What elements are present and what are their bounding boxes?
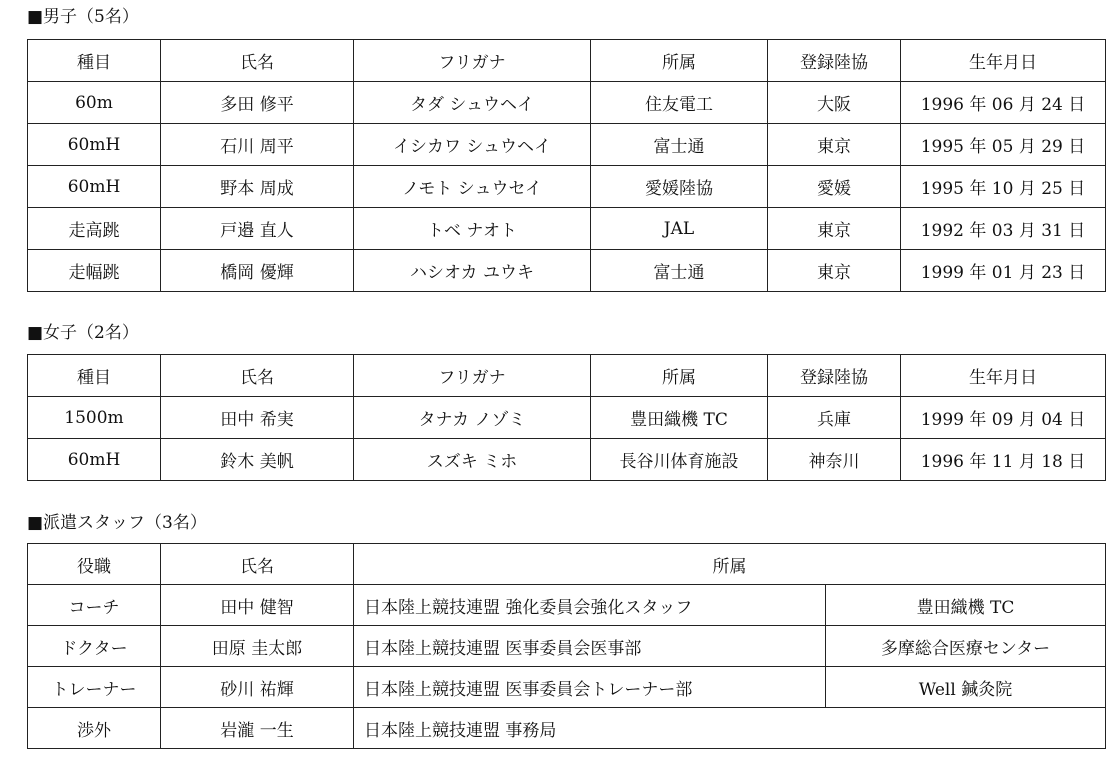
birthdate-cell: 1999 年 09 月 04 日: [901, 397, 1106, 439]
affiliation-cell: 日本陸上競技連盟 事務局: [354, 708, 1106, 749]
furigana-cell: スズキ ミホ: [354, 439, 591, 481]
column-header: 登録陸協: [768, 40, 901, 82]
name-cell: 野本 周成: [161, 166, 354, 208]
name-cell: 鈴木 美帆: [161, 439, 354, 481]
column-header: フリガナ: [354, 355, 591, 397]
affiliation-cell: 富士通: [591, 124, 768, 166]
name-cell: 多田 修平: [161, 82, 354, 124]
column-header: 氏名: [161, 40, 354, 82]
column-header: 所属: [354, 544, 1106, 585]
furigana-cell: タナカ ノゾミ: [354, 397, 591, 439]
event-cell: 60mH: [28, 439, 161, 481]
association-cell: 愛媛: [768, 166, 901, 208]
furigana-cell: タダ シュウヘイ: [354, 82, 591, 124]
furigana-cell: ノモト シュウセイ: [354, 166, 591, 208]
table-row: [28, 439, 1106, 481]
association-cell: 東京: [768, 208, 901, 250]
table-row: [28, 708, 1106, 749]
association-cell: 兵庫: [768, 397, 901, 439]
column-header: 所属: [591, 355, 768, 397]
furigana-cell: イシカワ シュウヘイ: [354, 124, 591, 166]
name-cell: 田中 希実: [161, 397, 354, 439]
table-row: [28, 166, 1106, 208]
birthdate-cell: 1996 年 11 月 18 日: [901, 439, 1106, 481]
role-cell: コーチ: [28, 585, 161, 626]
furigana-cell: ハシオカ ユウキ: [354, 250, 591, 292]
birthdate-cell: 1995 年 10 月 25 日: [901, 166, 1106, 208]
column-header: 生年月日: [901, 355, 1106, 397]
column-header: 生年月日: [901, 40, 1106, 82]
affiliation-cell: 長谷川体育施設: [591, 439, 768, 481]
affiliation-cell: 愛媛陸協: [591, 166, 768, 208]
affiliation-cell: 日本陸上競技連盟 強化委員会強化スタッフ: [354, 585, 826, 626]
role-cell: トレーナー: [28, 667, 161, 708]
name-cell: 砂川 祐輝: [161, 667, 354, 708]
birthdate-cell: 1992 年 03 月 31 日: [901, 208, 1106, 250]
column-header: 所属: [591, 40, 768, 82]
column-header: 氏名: [161, 355, 354, 397]
birthdate-cell: 1995 年 05 月 29 日: [901, 124, 1106, 166]
affiliation-cell: 住友電工: [591, 82, 768, 124]
table-row: [28, 208, 1106, 250]
name-cell: 田原 圭太郎: [161, 626, 354, 667]
event-cell: 60mH: [28, 124, 161, 166]
organization-cell: 豊田織機 TC: [826, 585, 1106, 626]
association-cell: 神奈川: [768, 439, 901, 481]
header-row: [28, 544, 1106, 585]
event-cell: 走幅跳: [28, 250, 161, 292]
affiliation-cell: 富士通: [591, 250, 768, 292]
name-cell: 戸邉 直人: [161, 208, 354, 250]
birthdate-cell: 1999 年 01 月 23 日: [901, 250, 1106, 292]
column-header: 登録陸協: [768, 355, 901, 397]
staff-section-title: ■派遣スタッフ（3名）: [27, 513, 207, 533]
association-cell: 大阪: [768, 82, 901, 124]
table-row: [28, 626, 1106, 667]
table-row: [28, 250, 1106, 292]
column-header: 種目: [28, 355, 161, 397]
event-cell: 走高跳: [28, 208, 161, 250]
column-header: フリガナ: [354, 40, 591, 82]
table-row: [28, 585, 1106, 626]
event-cell: 60mH: [28, 166, 161, 208]
header-row: [28, 40, 1106, 82]
affiliation-cell: 日本陸上競技連盟 医事委員会トレーナー部: [354, 667, 826, 708]
column-header: 役職: [28, 544, 161, 585]
role-cell: ドクター: [28, 626, 161, 667]
name-cell: 石川 周平: [161, 124, 354, 166]
event-cell: 1500m: [28, 397, 161, 439]
furigana-cell: トベ ナオト: [354, 208, 591, 250]
affiliation-cell: 豊田織機 TC: [591, 397, 768, 439]
name-cell: 田中 健智: [161, 585, 354, 626]
name-cell: 橋岡 優輝: [161, 250, 354, 292]
birthdate-cell: 1996 年 06 月 24 日: [901, 82, 1106, 124]
women-section-title: ■女子（2名）: [27, 323, 139, 343]
table-row: [28, 82, 1106, 124]
column-header: 氏名: [161, 544, 354, 585]
men-table: [27, 39, 1106, 292]
association-cell: 東京: [768, 250, 901, 292]
column-header: 種目: [28, 40, 161, 82]
affiliation-cell: JAL: [591, 208, 768, 250]
organization-cell: Well 鍼灸院: [826, 667, 1106, 708]
association-cell: 東京: [768, 124, 901, 166]
organization-cell: 多摩総合医療センター: [826, 626, 1106, 667]
table-row: [28, 667, 1106, 708]
event-cell: 60m: [28, 82, 161, 124]
table-row: [28, 124, 1106, 166]
men-section-title: ■男子（5名）: [27, 7, 139, 27]
table-row: [28, 397, 1106, 439]
affiliation-cell: 日本陸上競技連盟 医事委員会医事部: [354, 626, 826, 667]
women-table: [27, 354, 1106, 481]
role-cell: 渉外: [28, 708, 161, 749]
name-cell: 岩瀧 一生: [161, 708, 354, 749]
staff-table: [27, 543, 1106, 749]
header-row: [28, 355, 1106, 397]
